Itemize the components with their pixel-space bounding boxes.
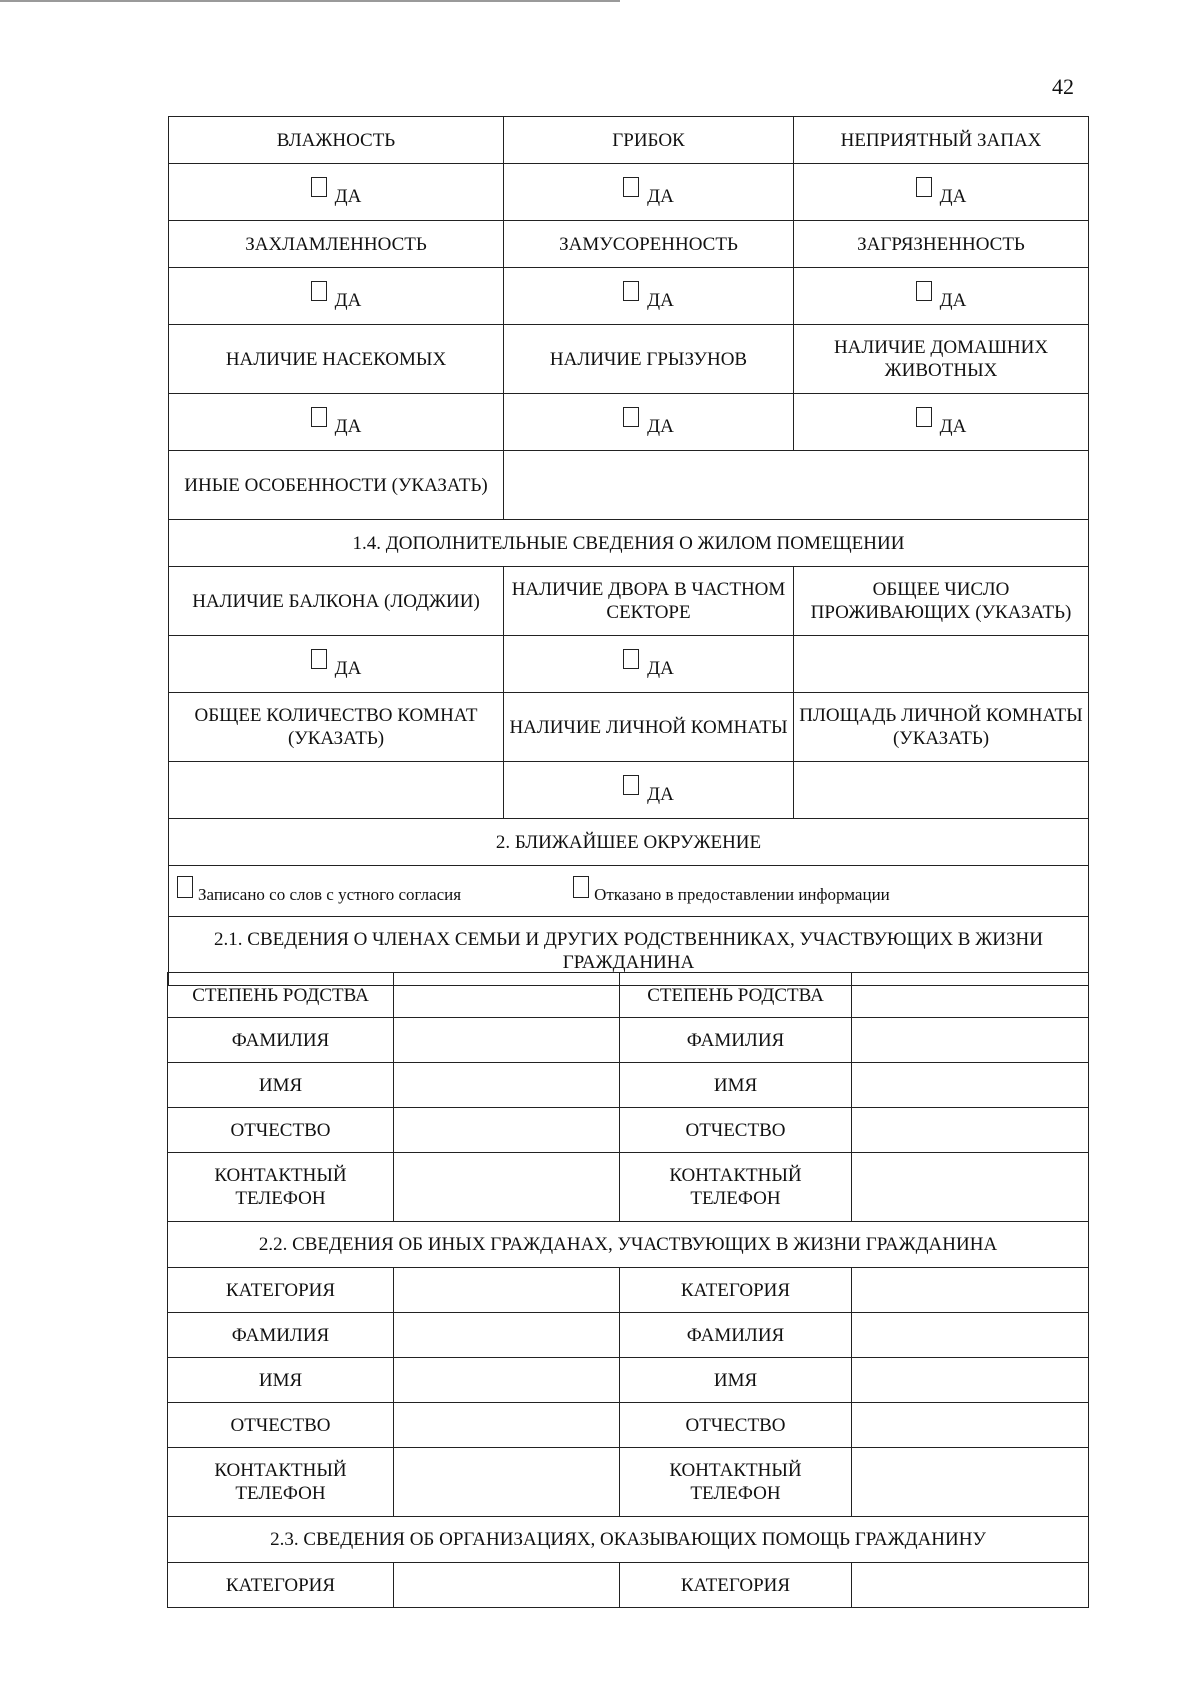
field-label: КАТЕГОРИЯ (620, 1268, 852, 1313)
relatives-table (167, 972, 1089, 1608)
page-number: 42 (1052, 74, 1074, 99)
checkbox-cell (169, 394, 504, 451)
header-dirt: ЗАГРЯЗНЕННОСТЬ (794, 221, 1089, 268)
table-row (169, 164, 1089, 221)
table-row (169, 693, 1089, 762)
field-label: ФАМИЛИЯ (168, 1018, 394, 1063)
section-2-title: 2. БЛИЖАЙШЕЕ ОКРУЖЕНИЕ (169, 819, 1089, 866)
patronymic-field-4[interactable] (852, 1403, 1089, 1448)
checkbox-label: ДА (334, 185, 362, 207)
residents-field[interactable] (794, 636, 1089, 693)
header-humidity: ВЛАЖНОСТЬ (169, 117, 504, 164)
checkbox-box[interactable] (311, 281, 327, 301)
bad-smell-checkbox[interactable] (916, 177, 967, 208)
oral-consent-label: Записано со слов с устного согласия (198, 885, 462, 904)
table-row (169, 451, 1089, 520)
table-row (169, 636, 1089, 693)
checkbox-label: ДА (647, 415, 674, 437)
checkbox-cell (169, 636, 504, 693)
field-label: КАТЕГОРИЯ (168, 1563, 394, 1608)
table-row (168, 1403, 1089, 1448)
header-bad-smell: НЕПРИЯТНЫЙ ЗАПАХ (794, 117, 1089, 164)
table-row (168, 1358, 1089, 1403)
checkbox-label: ДА (647, 783, 674, 805)
surname-field-4[interactable] (852, 1313, 1089, 1358)
section-1-4-title: 1.4. ДОПОЛНИТЕЛЬНЫЕ СВЕДЕНИЯ О ЖИЛОМ ПОМЕЩЕНИИ (169, 520, 1089, 567)
field-label: ФАМИЛИЯ (168, 1313, 394, 1358)
consent-cell (169, 866, 1089, 917)
name-field-2[interactable] (852, 1063, 1089, 1108)
checkbox-cell (794, 394, 1089, 451)
table-row (169, 268, 1089, 325)
table-row (168, 1222, 1089, 1268)
rooms-total-field[interactable] (169, 762, 504, 819)
header-own-room: НАЛИЧИЕ ЛИЧНОЙ КОМНАТЫ (504, 693, 794, 762)
fungus-checkbox[interactable] (623, 177, 674, 208)
field-label: ИМЯ (168, 1358, 394, 1403)
field-label: КАТЕГОРИЯ (620, 1563, 852, 1608)
field-label: СТЕПЕНЬ РОДСТВА (620, 973, 852, 1018)
patronymic-field-3[interactable] (394, 1403, 620, 1448)
header-own-room-area: ПЛОЩАДЬ ЛИЧНОЙ КОМНАТЫ (УКАЗАТЬ) (794, 693, 1089, 762)
balcony-checkbox[interactable] (311, 649, 362, 680)
table-row (168, 973, 1089, 1018)
phone-field-2[interactable] (852, 1153, 1089, 1222)
surname-field-3[interactable] (394, 1313, 620, 1358)
checkbox-label: ДА (939, 415, 967, 437)
field-label: ОТЧЕСТВО (168, 1403, 394, 1448)
checkbox-box[interactable] (623, 407, 639, 427)
field-label: ИМЯ (620, 1063, 852, 1108)
own-room-checkbox[interactable] (623, 775, 674, 806)
checkbox-label: ДА (647, 185, 674, 207)
header-litter: ЗАМУСОРЕННОСТЬ (504, 221, 794, 268)
table-row (169, 117, 1089, 164)
header-rooms-total: ОБЩЕЕ КОЛИЧЕСТВО КОМНАТ (УКАЗАТЬ) (169, 693, 504, 762)
field-label: КОНТАКТНЫЙ ТЕЛЕФОН (168, 1448, 394, 1517)
pets-checkbox[interactable] (916, 407, 967, 438)
table-row (169, 762, 1089, 819)
table-row (168, 1018, 1089, 1063)
field-label: ФАМИЛИЯ (620, 1313, 852, 1358)
category-field-4[interactable] (852, 1563, 1089, 1608)
clutter-checkbox[interactable] (311, 281, 362, 312)
checkbox-box[interactable] (177, 876, 193, 898)
table-row (169, 394, 1089, 451)
table-row (169, 520, 1089, 567)
checkbox-cell (794, 164, 1089, 221)
phone-field-1[interactable] (394, 1153, 620, 1222)
header-balcony: НАЛИЧИЕ БАЛКОНА (ЛОДЖИИ) (169, 567, 504, 636)
humidity-checkbox[interactable] (311, 177, 362, 208)
section-2-1-title: 2.1. СВЕДЕНИЯ О ЧЛЕНАХ СЕМЬИ И ДРУГИХ РОДСТВЕННИКАХ, УЧАСТВУЮЩИХ В ЖИЗНИ ГРАЖДАНИНА (169, 917, 1089, 986)
field-label: ОТЧЕСТВО (168, 1108, 394, 1153)
name-field-3[interactable] (394, 1358, 620, 1403)
scan-edge-line (0, 0, 620, 2)
checkbox-cell (169, 268, 504, 325)
category-field-2[interactable] (852, 1268, 1089, 1313)
insects-checkbox[interactable] (311, 407, 362, 438)
field-label: ИМЯ (620, 1358, 852, 1403)
checkbox-label: ДА (939, 289, 967, 311)
table-row (168, 1448, 1089, 1517)
relation-field-2[interactable] (852, 973, 1089, 1018)
phone-field-4[interactable] (852, 1448, 1089, 1517)
section-2-2-title: 2.2. СВЕДЕНИЯ ОБ ИНЫХ ГРАЖДАНАХ, УЧАСТВУЮЩИХ В ЖИЗНИ ГРАЖДАНИНА (168, 1222, 1089, 1268)
field-label: КОНТАКТНЫЙ ТЕЛЕФОН (620, 1153, 852, 1222)
checkbox-cell (504, 164, 794, 221)
header-pets: НАЛИЧИЕ ДОМАШНИХ ЖИВОТНЫХ (794, 325, 1089, 394)
checkbox-box[interactable] (573, 876, 589, 898)
checkbox-box[interactable] (623, 649, 639, 669)
checkbox-label: ДА (334, 289, 362, 311)
checkbox-cell (504, 394, 794, 451)
yard-checkbox[interactable] (623, 649, 674, 680)
checkbox-box[interactable] (916, 281, 932, 301)
surname-field-1[interactable] (394, 1018, 620, 1063)
checkbox-box[interactable] (623, 177, 639, 197)
field-label: ИМЯ (168, 1063, 394, 1108)
checkbox-label: ДА (647, 657, 674, 679)
oral-consent-option[interactable] (177, 876, 461, 906)
name-field-4[interactable] (852, 1358, 1089, 1403)
table-row (168, 1517, 1089, 1563)
header-residents: ОБЩЕЕ ЧИСЛО ПРОЖИВАЮЩИХ (УКАЗАТЬ) (794, 567, 1089, 636)
refusal-label: Отказано в предоставлении информации (594, 885, 890, 904)
checkbox-label: ДА (334, 657, 362, 679)
checkbox-cell (504, 762, 794, 819)
name-field-1[interactable] (394, 1063, 620, 1108)
checkbox-box[interactable] (623, 281, 639, 301)
checkbox-box[interactable] (311, 649, 327, 669)
field-label: ОТЧЕСТВО (620, 1403, 852, 1448)
header-yard: НАЛИЧИЕ ДВОРА В ЧАСТНОМ СЕКТОРЕ (504, 567, 794, 636)
section-2-3-title: 2.3. СВЕДЕНИЯ ОБ ОРГАНИЗАЦИЯХ, ОКАЗЫВАЮЩИХ ПОМОЩЬ ГРАЖДАНИНУ (168, 1517, 1089, 1563)
checkbox-box[interactable] (311, 177, 327, 197)
checkbox-box[interactable] (916, 407, 932, 427)
field-label: КОНТАКТНЫЙ ТЕЛЕФОН (620, 1448, 852, 1517)
checkbox-cell (169, 164, 504, 221)
field-label: ФАМИЛИЯ (620, 1018, 852, 1063)
table-row (169, 325, 1089, 394)
litter-checkbox[interactable] (623, 281, 674, 312)
table-row (169, 221, 1089, 268)
header-rodents: НАЛИЧИЕ ГРЫЗУНОВ (504, 325, 794, 394)
refusal-option[interactable] (573, 876, 890, 906)
checkbox-cell (504, 268, 794, 325)
checkbox-label: ДА (334, 415, 362, 437)
phone-field-3[interactable] (394, 1448, 620, 1517)
table-row (168, 1268, 1089, 1313)
category-field-1[interactable] (394, 1268, 620, 1313)
relation-field-1[interactable] (394, 973, 620, 1018)
patronymic-field-2[interactable] (852, 1108, 1089, 1153)
table-row (168, 1153, 1089, 1222)
dirt-checkbox[interactable] (916, 281, 967, 312)
table-row (169, 567, 1089, 636)
checkbox-box[interactable] (623, 775, 639, 795)
field-label: ОТЧЕСТВО (620, 1108, 852, 1153)
field-label: КОНТАКТНЫЙ ТЕЛЕФОН (168, 1153, 394, 1222)
checkbox-box[interactable] (311, 407, 327, 427)
category-field-3[interactable] (394, 1563, 620, 1608)
table-row (168, 1313, 1089, 1358)
table-row (168, 1063, 1089, 1108)
housing-conditions-table (168, 116, 1089, 986)
patronymic-field-1[interactable] (394, 1108, 620, 1153)
table-row (169, 866, 1089, 917)
checkbox-label: ДА (939, 185, 967, 207)
other-features-label: ИНЫЕ ОСОБЕННОСТИ (УКАЗАТЬ) (169, 451, 504, 520)
checkbox-cell (794, 268, 1089, 325)
checkbox-box[interactable] (916, 177, 932, 197)
checkbox-cell (504, 636, 794, 693)
own-room-area-field[interactable] (794, 762, 1089, 819)
header-insects: НАЛИЧИЕ НАСЕКОМЫХ (169, 325, 504, 394)
rodents-checkbox[interactable] (623, 407, 674, 438)
table-row (168, 1563, 1089, 1608)
field-label: СТЕПЕНЬ РОДСТВА (168, 973, 394, 1018)
surname-field-2[interactable] (852, 1018, 1089, 1063)
header-fungus: ГРИБОК (504, 117, 794, 164)
checkbox-label: ДА (647, 289, 674, 311)
header-clutter: ЗАХЛАМЛЕННОСТЬ (169, 221, 504, 268)
other-features-field[interactable] (504, 451, 1089, 520)
table-row (168, 1108, 1089, 1153)
table-row (169, 819, 1089, 866)
field-label: КАТЕГОРИЯ (168, 1268, 394, 1313)
